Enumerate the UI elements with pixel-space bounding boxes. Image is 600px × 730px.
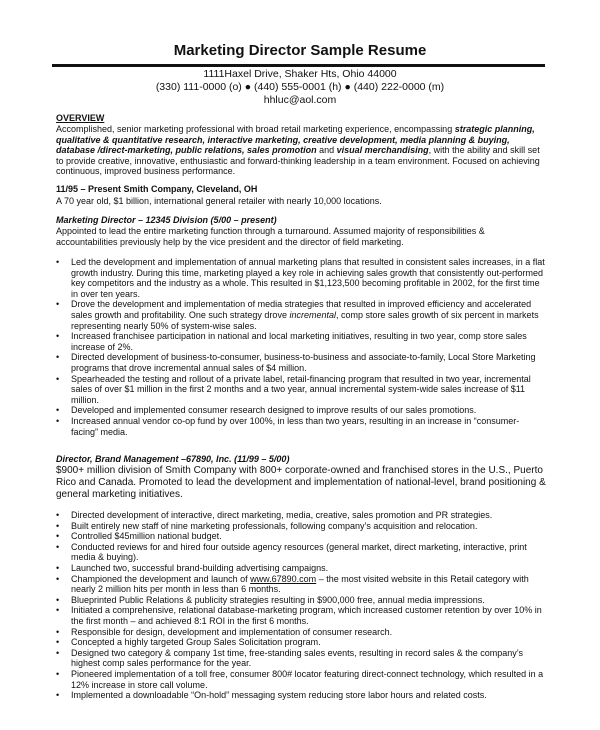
- contact-email: hhluc@aol.com: [263, 94, 337, 106]
- list-item: • Directed development of business-to-consumer, business-to-business and associate-to-family, Local Store Marketing programs that drove incremental annual sales of $4 million.: [56, 352, 546, 373]
- list-item: • Responsible for design, development and implementation of consumer research.: [56, 627, 546, 638]
- list-item: • Led the development and implementation of annual marketing plans that resulted in consistent sales increases, in a flat growth industry. During this time, marketing played a key role in achieving sales growth that consistently out-performed key competitors and the industry as a whole. This resulted in $1,123,500 becoming profitable in 2002, for the first time in over ten years.: [56, 257, 546, 299]
- job2-role-description: $900+ million division of Smith Company with 800+ corporate-owned and franchised stores in the U.S., Puerto Rico and Canada. Promoted to lead the development and implementation of national-level, brand positioning & general marketing initiatives.: [56, 465, 546, 501]
- job1-role-title: Marketing Director – 12345 Division (5/00 – present): [56, 215, 277, 225]
- job1-bullet-list: [56, 257, 546, 437]
- overview-skills: strategic planning, qualitative & quantitative research, interactive marketing, creative development, media planning & buying, database /direct-marketing, public relations, sales promotion: [56, 124, 535, 156]
- job2-role-title: Director, Brand Management –67890, Inc. (11/99 – 5/00): [56, 454, 290, 464]
- overview-heading-text: OVERVIEW: [56, 113, 105, 123]
- job1-header: 11/95 – Present Smith Company, Cleveland, OH: [56, 184, 258, 194]
- overview-skill-visual: visual merchandising: [336, 145, 429, 156]
- list-item: • Conducted reviews for and hired four outside agency resources (general market, direct marketing, interactive, print media & buying).: [56, 542, 546, 563]
- contact-address: 1111Haxel Drive, Shaker Hts, Ohio 44000: [203, 68, 397, 80]
- page-title: Marketing Director Sample Resume: [173, 42, 427, 59]
- website-link[interactable]: www.67890.com: [250, 573, 317, 584]
- list-item: • Initiated a comprehensive, relational database-marketing program, which increased customer retention by over 10% in the first month – and achieved 8:1 ROI in the first 6 months.: [56, 605, 546, 626]
- job1-role-description: Appointed to lead the entire marketing function through a turnaround. Assumed majority of responsibilities & accountabilities previously help by the vice president and the director of field marketing.: [56, 226, 485, 247]
- overview-text-1: Accomplished, senior marketing professional with broad retail marketing experience, encompassing: [56, 124, 455, 134]
- list-item: • Controlled $45million national budget.: [56, 531, 546, 542]
- overview-text-2: and: [316, 145, 337, 156]
- list-item: • Built entirely new staff of nine marketing professionals, following company’s acquisition and relocation.: [56, 521, 546, 532]
- list-item: • Increased franchisee participation in national and local marketing initiatives, resulting in two year, comp store sales increase of 2%.: [56, 331, 546, 352]
- list-item: • Blueprinted Public Relations & publicity strategies resulting in $900,000 free, annual media impressions.: [56, 595, 546, 606]
- list-item: • Implemented a downloadable “On-hold” messaging system reducing store labor hours and related costs.: [56, 690, 546, 701]
- list-item: • Championed the development and launch of www.67890.com – the most visited website in this Retail category with nearly 2 million hits per month in less than 6 months.: [56, 574, 546, 595]
- list-item: • Launched two, successful brand-building advertising campaigns.: [56, 563, 546, 574]
- list-item: • Increased annual vendor co-op fund by over 100%, in less than two years, resulting in an increase in “consumer-facing” media.: [56, 416, 546, 437]
- list-item: • Spearheaded the testing and rollout of a private label, retail-financing program that resulted in two year, incremental sales of over $1 million in the first 2 months and a two year, annual incremental system-wide sales increase of $11 million.: [56, 374, 546, 406]
- list-item: • Pioneered implementation of a toll free, consumer 800# locator featuring direct-connect technology, which resulted in a 12% increase in store call volume.: [56, 669, 546, 690]
- list-item: • Designed two category & company 1st time, free-standing sales events, resulting in record sales & the company’s highest comp sales performance for the year.: [56, 648, 546, 669]
- overview-text-3: , with the ability and skill set to provide creative, innovative, enthusiastic and forward-thinking leadership in a team environment. Focused on achieving continuous, improved business performance.: [56, 145, 540, 177]
- overview-heading: [56, 113, 546, 124]
- job2-bullet-list: [56, 510, 546, 701]
- contact-phones: (330) 111-0000 (o) ● (440) 555-0001 (h) ● (440) 222-0000 (m): [155, 81, 445, 93]
- list-item: • Directed development of interactive, direct marketing, media, creative, sales promotion and PR strategies.: [56, 510, 546, 521]
- list-item: • Developed and implemented consumer research designed to improve results of our sales promotions.: [56, 405, 546, 416]
- list-item: • Concepted a highly targeted Group Sales Solicitation program.: [56, 637, 546, 648]
- list-item: • Drove the development and implementation of media strategies that resulted in improved efficiency and accelerated sales growth and profitability. One such strategy drove incremental, comp store sales growth of six percent in markets representing nearly 50% of system-wise sales.: [56, 299, 546, 331]
- overview-paragraph: [56, 124, 546, 177]
- job1-description: A 70 year old, $1 billion, international general retailer with nearly 10,000 locations.: [56, 196, 382, 206]
- title-divider: [52, 64, 545, 67]
